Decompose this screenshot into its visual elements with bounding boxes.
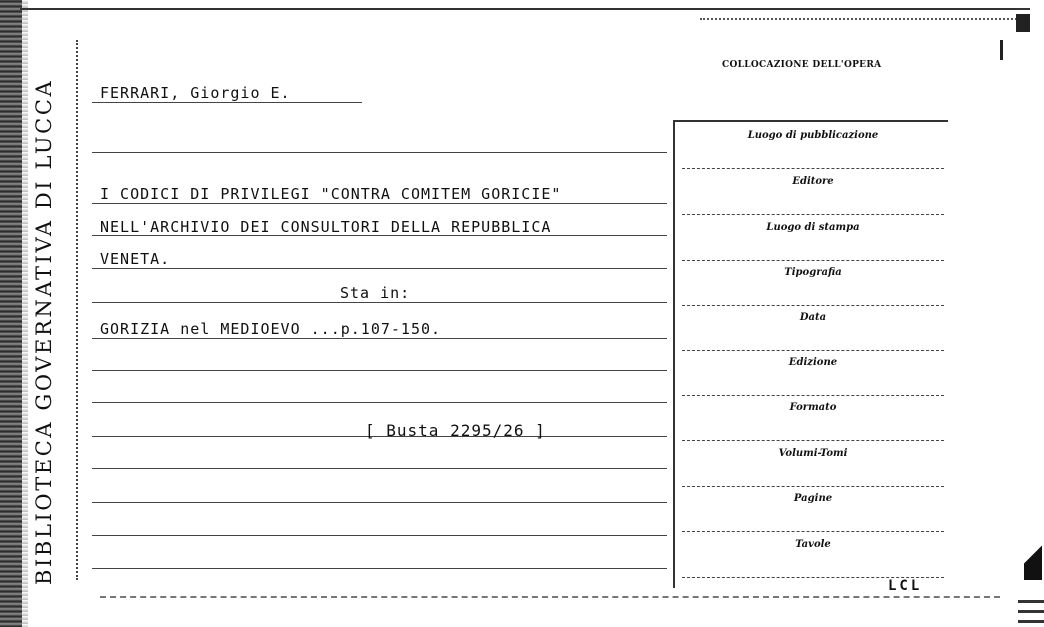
rule-line (92, 535, 667, 536)
field-pages (682, 485, 944, 532)
field-label: Luogo di stampa (766, 222, 860, 233)
field-plates (682, 531, 944, 578)
rule-line (92, 370, 667, 371)
scan-edge-right (1024, 540, 1042, 580)
field-place-of-publication (682, 122, 944, 169)
rule-line (92, 203, 667, 204)
field-label: Data (799, 312, 827, 323)
field-label: Formato (789, 402, 837, 413)
field-place-of-printing (682, 214, 944, 261)
side-rule (76, 40, 78, 580)
card-top-dots (700, 18, 1020, 20)
corner-mark (1016, 14, 1030, 32)
rule-line (92, 268, 667, 269)
title-line-2: NELL'ARCHIVIO DEI CONSULTORI DELLA REPUBBLICA (100, 218, 552, 236)
library-stamp: LCL (888, 578, 923, 594)
rule-line (92, 568, 667, 569)
rule-line (92, 302, 667, 303)
author-name: FERRARI, Giorgio E. (100, 84, 291, 102)
field-label: Editore (792, 176, 834, 187)
card-top-border (20, 8, 1030, 10)
field-label: Edizione (788, 357, 838, 368)
scan-edge-left (0, 0, 22, 627)
sta-in-label: Sta in: (340, 284, 411, 302)
collocation-header: COLLOCAZIONE DELL'OPERA (722, 60, 882, 70)
rule-line (92, 468, 667, 469)
rule-line (92, 402, 667, 403)
scan-edge-left-inner (22, 0, 28, 627)
card-bottom-dash (100, 596, 1000, 598)
edge-rule (1018, 620, 1044, 623)
library-name: BIBLIOTECA GOVERNATIVA DI LUCCA (32, 78, 56, 585)
right-tick-mark (1000, 40, 1003, 60)
field-printer (682, 259, 944, 306)
field-label: Tipografia (784, 267, 842, 278)
title-line-1: I CODICI DI PRIVILEGI "CONTRA COMITEM GORICIE" (100, 185, 562, 203)
panel-divider (673, 120, 675, 588)
field-edition (682, 349, 944, 396)
field-date (682, 304, 944, 351)
edge-rule (1018, 600, 1044, 603)
rule-line (92, 152, 667, 153)
field-format (682, 394, 944, 441)
field-label: Tavole (795, 539, 831, 550)
field-label: Luogo di pubblicazione (747, 130, 879, 141)
rule-line (92, 338, 667, 339)
field-volumes (682, 440, 944, 487)
field-label: Pagine (793, 493, 833, 504)
shelfmark: [ Busta 2295/26 ] (365, 421, 546, 440)
edge-rule (1018, 610, 1044, 613)
field-publisher (682, 168, 944, 215)
field-label: Volumi-Tomi (778, 448, 848, 459)
rule-line (92, 502, 667, 503)
source-reference: GORIZIA nel MEDIOEVO ...p.107-150. (100, 320, 442, 338)
title-line-3: VENETA. (100, 250, 171, 268)
rule-line (92, 102, 362, 103)
